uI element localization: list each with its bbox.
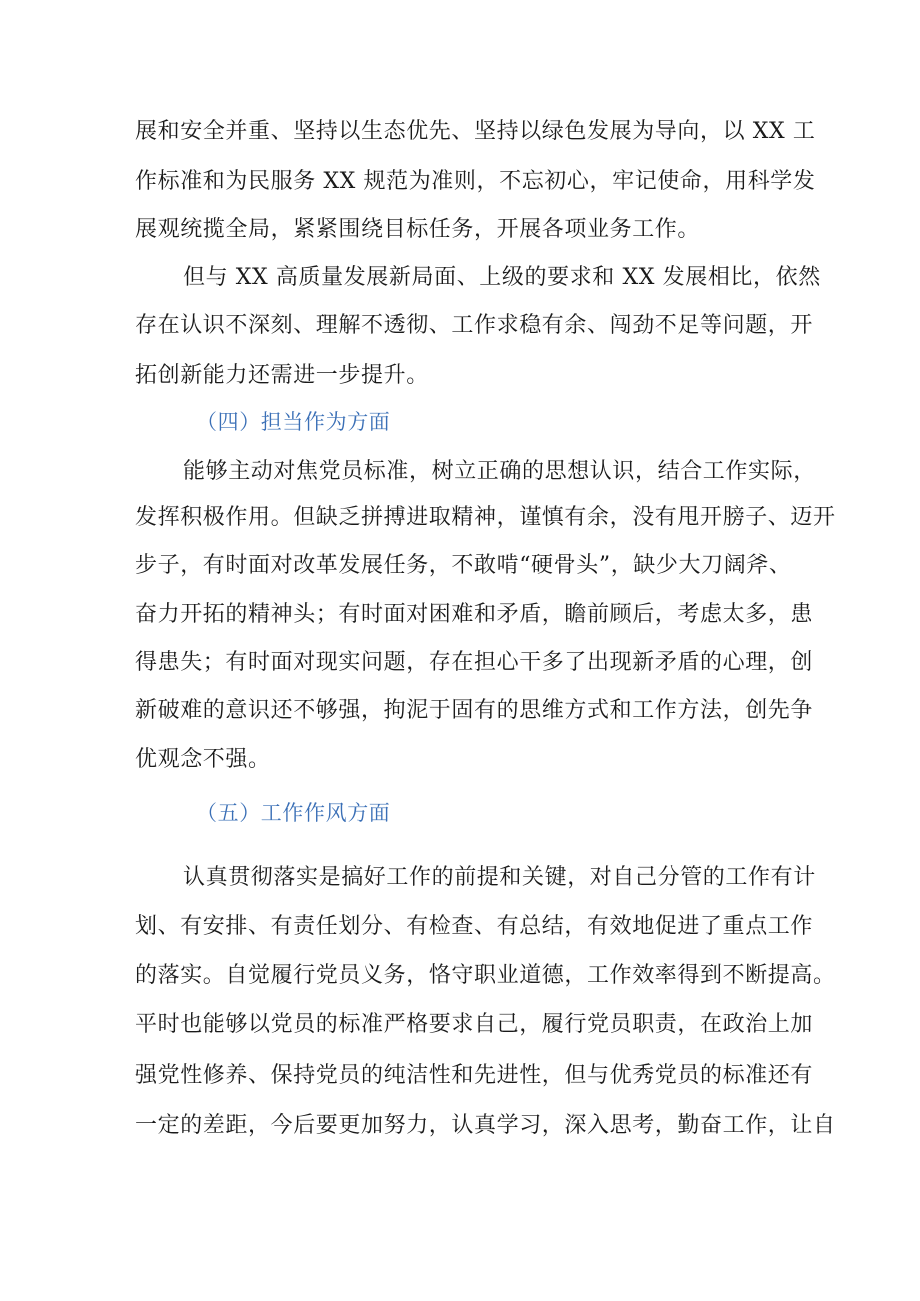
paragraph-line: 能够主动对焦党员标准，树立正确的思想认识，结合工作实际， — [183, 459, 816, 484]
paragraph-line: 展观统揽全局，紧紧围绕目标任务，开展各项业务工作。 — [135, 217, 701, 242]
section-heading-5: （五）工作作风方面 — [196, 801, 391, 825]
section-heading-4: （四）担当作为方面 — [196, 410, 391, 434]
paragraph-line: 强党性修养、保持党员的纯洁性和先进性，但与优秀党员的标准还有 — [135, 1063, 814, 1088]
paragraph-line: 优观念不强。 — [135, 747, 271, 772]
paragraph-line: 一定的差距，今后要更加努力，认真学习，深入思考，勤奋工作，让自 — [135, 1113, 836, 1138]
paragraph-line: 发挥积极作用。但缺乏拼搏进取精神，谨慎有余，没有甩开膀子、迈开 — [135, 505, 836, 530]
paragraph-line: 得患失；有时面对现实问题，存在担心干多了出现新矛盾的心理，创 — [135, 650, 814, 675]
paragraph-line: 步子，有时面对改革发展任务，不敢啃“硬骨头”，缺少大刀阔斧、 — [135, 553, 792, 578]
paragraph-line: 展和安全并重、坚持以生态优先、坚持以绿色发展为导向，以 XX 工 — [135, 119, 816, 144]
paragraph-line: 存在认识不深刻、理解不透彻、工作求稳有余、闯劲不足等问题，开 — [135, 313, 814, 338]
paragraph-line: 作标准和为民服务 XX 规范为准则，不忘初心，牢记使命，用科学发 — [135, 169, 816, 194]
paragraph-line: 平时也能够以党员的标准严格要求自己，履行党员职责，在政治上加 — [135, 1012, 814, 1037]
paragraph-line: 但与 XX 高质量发展新局面、上级的要求和 XX 发展相比，依然 — [183, 265, 821, 290]
paragraph-line: 新破难的意识还不够强，拘泥于固有的思维方式和工作方法，创先争 — [135, 698, 814, 723]
paragraph-line: 划、有安排、有责任划分、有检查、有总结，有效地促进了重点工作 — [135, 914, 814, 939]
paragraph-line: 的落实。自觉履行党员义务，恪守职业道德，工作效率得到不断提高。 — [135, 963, 836, 988]
paragraph-line: 拓创新能力还需进一步提升。 — [135, 363, 429, 388]
paragraph-line: 奋力开拓的精神头；有时面对困难和矛盾，瞻前顾后，考虑太多，患 — [135, 602, 814, 627]
paragraph-line: 认真贯彻落实是搞好工作的前提和关键，对自己分管的工作有计 — [183, 865, 816, 890]
